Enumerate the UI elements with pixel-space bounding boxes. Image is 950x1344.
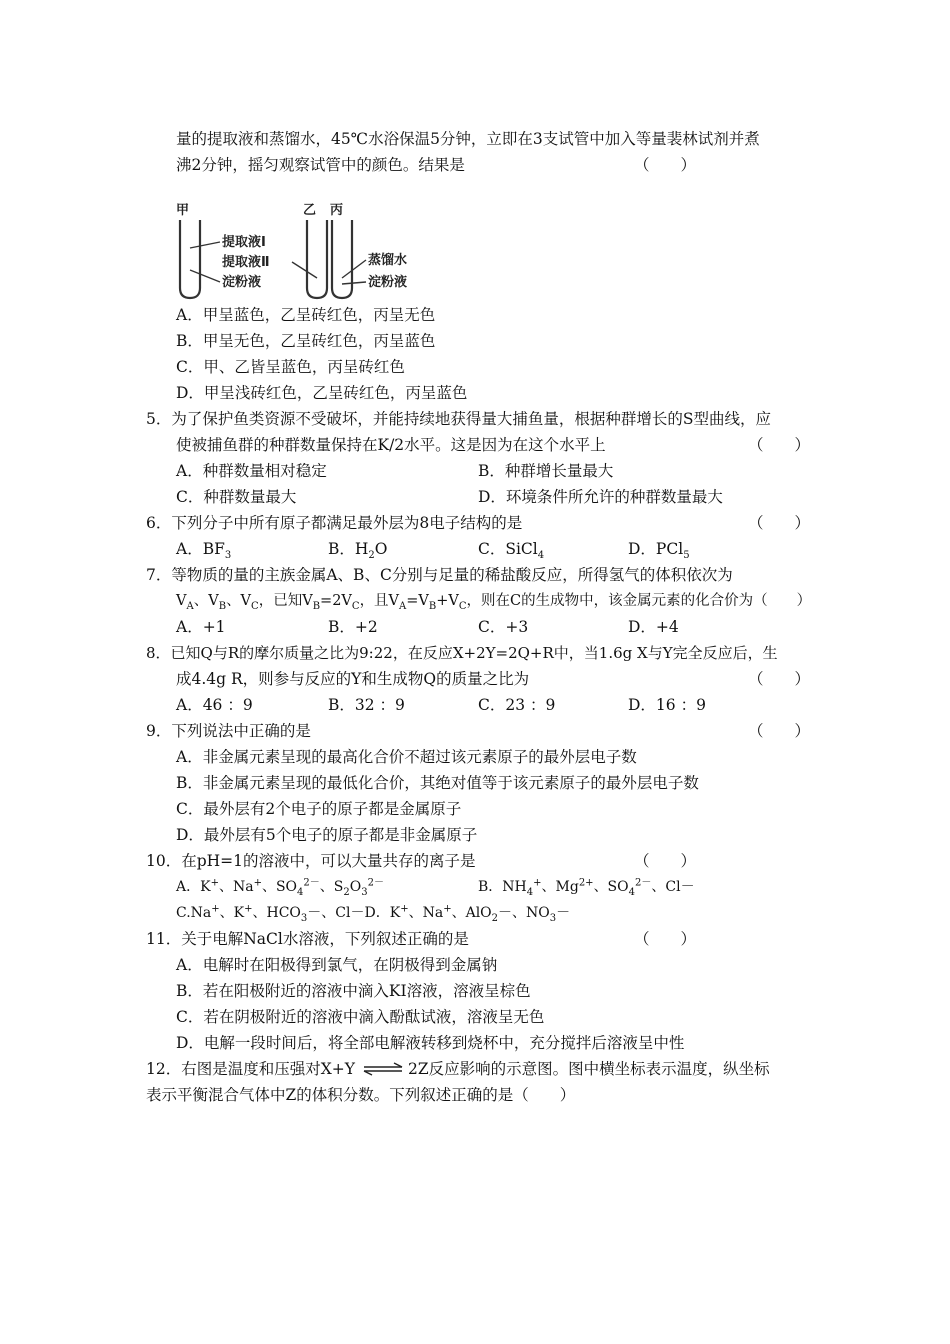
q6-option-d: D．PCl$_5$ xyxy=(628,540,690,562)
label-starch-left: 淀粉液 xyxy=(222,275,262,290)
test-tube-diagram xyxy=(170,200,430,310)
q11-option-d: D．电解一段时间后，将全部电解液转移到烧杯中，充分搅拌后溶液呈中性 xyxy=(176,1034,685,1052)
q7-option-b: B．+2 xyxy=(328,618,378,636)
q10-option-d: D．K+、Na+、AlO$_2$－、$NO_3-$ xyxy=(364,903,571,924)
q9-option-d: D．最外层有5个电子的原子都是非金属原子 xyxy=(176,826,478,844)
q5-option-d: D．环境条件所允许的种群数量最大 xyxy=(478,488,723,506)
q5-question: 5．为了保护鱼类资源不受破坏，并能持续地获得量大捕鱼量，根据种群增长的S型曲线，应 xyxy=(146,410,771,428)
q7-option-c: C．+3 xyxy=(478,618,529,636)
q4-answer-paren: （ ） xyxy=(634,156,697,174)
q11-answer-paren: （ ） xyxy=(634,930,697,948)
q7-question-line2: $V_A$、$V_B$、$V_C$，已知$V_B=2V_C$，且$V_A=V_B+V_C$，则在C的生成物中，该金属元素的化合价为（ ） xyxy=(176,593,812,612)
label-lines xyxy=(190,242,366,284)
q7-question: 7．等物质的量的主族金属A、B、C分别与足量的稀盐酸反应，所得氢气的体积依次为 xyxy=(146,566,733,584)
label-bing: 丙 xyxy=(330,203,344,218)
q4-option-a: A．甲呈蓝色，乙呈砖红色，丙呈无色 xyxy=(176,306,436,324)
q5-option-a: A．种群数量相对稳定 xyxy=(176,462,327,480)
tube-yi xyxy=(307,220,327,298)
q5-answer-paren: （ ） xyxy=(748,436,811,454)
q8-question-line2: 成4.4g R，则参与反应的Y和生成物Q的质量之比为 xyxy=(176,670,530,688)
q5-question-line2: 使被捕鱼群的种群数量保持在K/2水平。这是因为在这个水平上 xyxy=(176,436,606,454)
label-distilled-water: 蒸馏水 xyxy=(368,253,408,268)
q10-option-a: A．K+、Na+、$SO_4^{2-}$、$S_2O_3^{2-}$ xyxy=(176,877,384,898)
q8-option-c: C．23 ：9 xyxy=(478,696,556,714)
q10-question: 10．在pH=1的溶液中，可以大量共存的离子是 xyxy=(146,852,476,870)
q9-option-b: B．非金属元素呈现的最低化合价，其绝对值等于该元素原子的最外层电子数 xyxy=(176,774,699,792)
q4-text-line2: 沸2分钟，摇匀观察试管中的颜色。结果是 xyxy=(176,156,465,174)
tube-jia xyxy=(180,220,200,298)
q7-option-a: A．+1 xyxy=(176,618,226,636)
q8-answer-paren: （ ） xyxy=(748,670,811,688)
q5-option-b: B．种群增长量最大 xyxy=(478,462,614,480)
q10-option-b: B．$NH_4^+$、$Mg^{2+}$、$SO_4^{2-}$、Cl－ xyxy=(478,877,695,898)
q4-option-d: D．甲呈浅砖红色，乙呈砖红色，丙呈蓝色 xyxy=(176,384,468,402)
q8-question: 8．已知Q与R的摩尔质量之比为9:22，在反应X+2Y=2Q+R中，当1.6g X与Y完全反应后，生 xyxy=(146,644,778,662)
q6-option-a: A．$BF_3$ xyxy=(176,540,232,562)
label-starch-right: 淀粉液 xyxy=(368,275,408,290)
q12-question-line2: 表示平衡混合气体中Z的体积分数。下列叙述正确的是（ ） xyxy=(146,1086,576,1104)
label-yi: 乙 xyxy=(303,203,317,218)
q10-option-c: C.Na+、K+、$HCO_3-$、Cl－ xyxy=(176,903,365,924)
q8-option-d: D．16 ：9 xyxy=(628,696,706,714)
label-extract-1: 提取液Ⅰ xyxy=(222,235,266,250)
q6-question: 6．下列分子中所有原子都满足最外层为8电子结构的是 xyxy=(146,514,523,532)
q12-question-part1: 12．右图是温度和压强对X+Y xyxy=(146,1060,355,1078)
equilibrium-arrow-icon xyxy=(362,1062,404,1076)
tube-bing xyxy=(332,220,352,298)
label-extract-2: 提取液Ⅱ xyxy=(222,255,270,270)
q9-answer-paren: （ ） xyxy=(748,722,811,740)
q11-option-c: C．若在阴极附近的溶液中滴入酚酞试液，溶液呈无色 xyxy=(176,1008,545,1026)
q7-option-d: D．+4 xyxy=(628,618,679,636)
q8-option-a: A．46 ：9 xyxy=(176,696,253,714)
q9-option-c: C．最外层有2个电子的原子都是金属原子 xyxy=(176,800,462,818)
q11-option-b: B．若在阳极附近的溶液中滴入KI溶液，溶液呈棕色 xyxy=(176,982,531,1000)
q4-option-c: C．甲、乙皆呈蓝色，丙呈砖红色 xyxy=(176,358,405,376)
q6-option-c: C．SiCl$_4$ xyxy=(478,540,545,562)
q10-options-c-d xyxy=(176,903,570,923)
q10-answer-paren: （ ） xyxy=(634,852,697,870)
q12-question-part2: 2Z反应影响的示意图。图中横坐标表示温度，纵坐标 xyxy=(408,1060,770,1078)
q9-question: 9．下列说法中正确的是 xyxy=(146,722,311,740)
q11-question: 11．关于电解NaCl水溶液，下列叙述正确的是 xyxy=(146,930,469,948)
q5-option-c: C．种群数量最大 xyxy=(176,488,297,506)
q8-option-b: B．32 ：9 xyxy=(328,696,405,714)
q9-option-a: A．非金属元素呈现的最高化合价不超过该元素原子的最外层电子数 xyxy=(176,748,637,766)
label-jia: 甲 xyxy=(176,203,190,218)
q6-option-b: B．$H_2O$ xyxy=(328,540,388,562)
q4-option-b: B．甲呈无色，乙呈砖红色，丙呈蓝色 xyxy=(176,332,436,350)
q4-text-line1: 量的提取液和蒸馏水，45℃水浴保温5分钟，立即在3支试管中加入等量裴林试剂并煮 xyxy=(176,130,760,148)
q6-answer-paren: （ ） xyxy=(748,514,811,532)
q11-option-a: A．电解时在阳极得到氯气，在阴极得到金属钠 xyxy=(176,956,498,974)
